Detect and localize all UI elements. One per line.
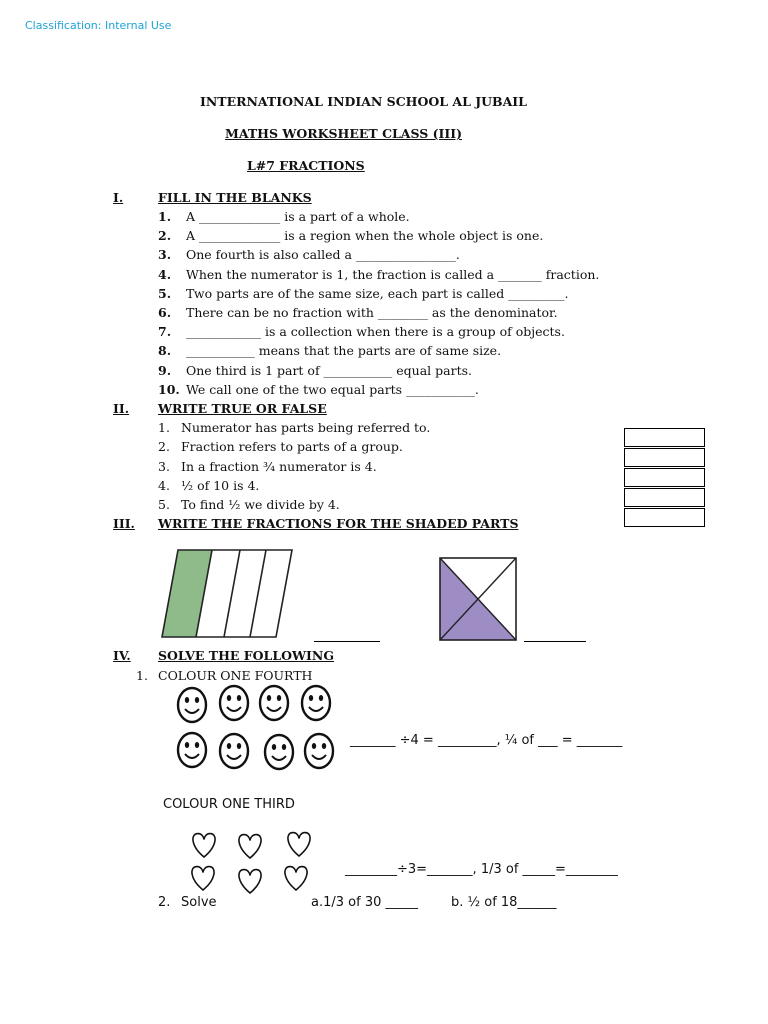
- fill-blank-item-number: 5.: [158, 285, 172, 301]
- fill-blank-item-text: There can be no fraction with ________ as the denominator.: [186, 305, 558, 320]
- true-false-item-number: 3.: [158, 458, 170, 474]
- worksheet-title: MATHS WORKSHEET CLASS (III): [225, 126, 463, 141]
- fill-blank-item-text: When the numerator is 1, the fraction is called a _______ fraction.: [186, 266, 600, 282]
- classification-label: Classification: Internal Use: [25, 19, 172, 32]
- fill-blank-item-number: 1.: [158, 209, 172, 224]
- fill-blank-item-number: 8.: [158, 343, 172, 359]
- fill-blank-item-number: 4.: [158, 266, 172, 282]
- question1-number: 1.: [136, 668, 148, 683]
- heart-icon[interactable]: [285, 867, 307, 890]
- true-false-item-number: 1.: [158, 420, 170, 435]
- true-false-item-text: In a fraction ¾ numerator is 4.: [181, 458, 377, 474]
- smiley-equation: _______ ÷4 = _________, ¼ of ___ = _______: [350, 733, 623, 748]
- true-false-item-number: 2.: [158, 439, 170, 455]
- true-false-item-text: ½ of 10 is 4.: [181, 477, 260, 493]
- fill-blank-item-text: ___________ means that the parts are of same size.: [186, 343, 502, 359]
- fill-blank-item-number: 6.: [158, 305, 172, 320]
- section3-number: III.: [113, 516, 135, 531]
- section1-title: FILL IN THE BLANKS: [158, 190, 312, 205]
- section2-number: II.: [113, 401, 130, 416]
- lesson-title: L#7 FRACTIONS: [247, 158, 365, 173]
- fill-blank-item-text: One fourth is also called a ________________.: [186, 247, 460, 263]
- heart-equation: ________÷3=_______, 1/3 of _____=________: [345, 862, 618, 877]
- fill-blank-item-text: We call one of the two equal parts ___________.: [186, 381, 479, 397]
- section3-title: WRITE THE FRACTIONS FOR THE SHADED PARTS: [158, 516, 519, 531]
- question1-label: COLOUR ONE FOURTH: [158, 668, 313, 683]
- fill-blank-item-number: 9.: [158, 362, 172, 378]
- fill-blank-item-number: 7.: [158, 324, 172, 340]
- fill-blank-item-number: 10.: [158, 381, 180, 397]
- heart-icon[interactable]: [288, 833, 310, 856]
- true-false-item-number: 5.: [158, 497, 170, 513]
- colour-one-third-label: COLOUR ONE THIRD: [163, 797, 295, 812]
- heart-icon[interactable]: [192, 867, 214, 890]
- heart-icon[interactable]: [239, 835, 261, 858]
- fill-blank-item-text: A _____________ is a part of a whole.: [186, 209, 410, 224]
- fill-blank-item-number: 3.: [158, 247, 172, 263]
- heart-icon[interactable]: [239, 870, 261, 893]
- section4-number: IV.: [113, 648, 131, 663]
- question2-label: Solve: [181, 895, 217, 910]
- true-false-item-text: Numerator has parts being referred to.: [181, 420, 431, 435]
- true-false-item-number: 4.: [158, 477, 170, 493]
- school-name: INTERNATIONAL INDIAN SCHOOL AL JUBAIL: [200, 94, 527, 109]
- fill-blank-item-text: Two parts are of the same size, each part is called _________.: [186, 285, 569, 301]
- true-false-item-text: To find ½ we divide by 4.: [181, 497, 340, 513]
- true-false-item-text: Fraction refers to parts of a group.: [181, 439, 403, 455]
- section4-title: SOLVE THE FOLLOWING: [158, 648, 335, 663]
- question2-part-a: a.1/3 of 30 _____: [311, 895, 418, 910]
- question2-number: 2.: [158, 895, 171, 910]
- fill-blank-item-number: 2.: [158, 228, 172, 244]
- fill-blank-item-text: ____________ is a collection when there is a group of objects.: [186, 324, 565, 340]
- heart-icon[interactable]: [193, 834, 215, 857]
- question2-part-b: b. ½ of 18______: [451, 895, 557, 910]
- fill-blank-item-text: One third is 1 part of ___________ equal parts.: [186, 362, 472, 378]
- fill-blank-item-text: A _____________ is a region when the whole object is one.: [186, 228, 544, 244]
- section1-number: I.: [113, 190, 124, 205]
- section2-title: WRITE TRUE OR FALSE: [158, 401, 327, 416]
